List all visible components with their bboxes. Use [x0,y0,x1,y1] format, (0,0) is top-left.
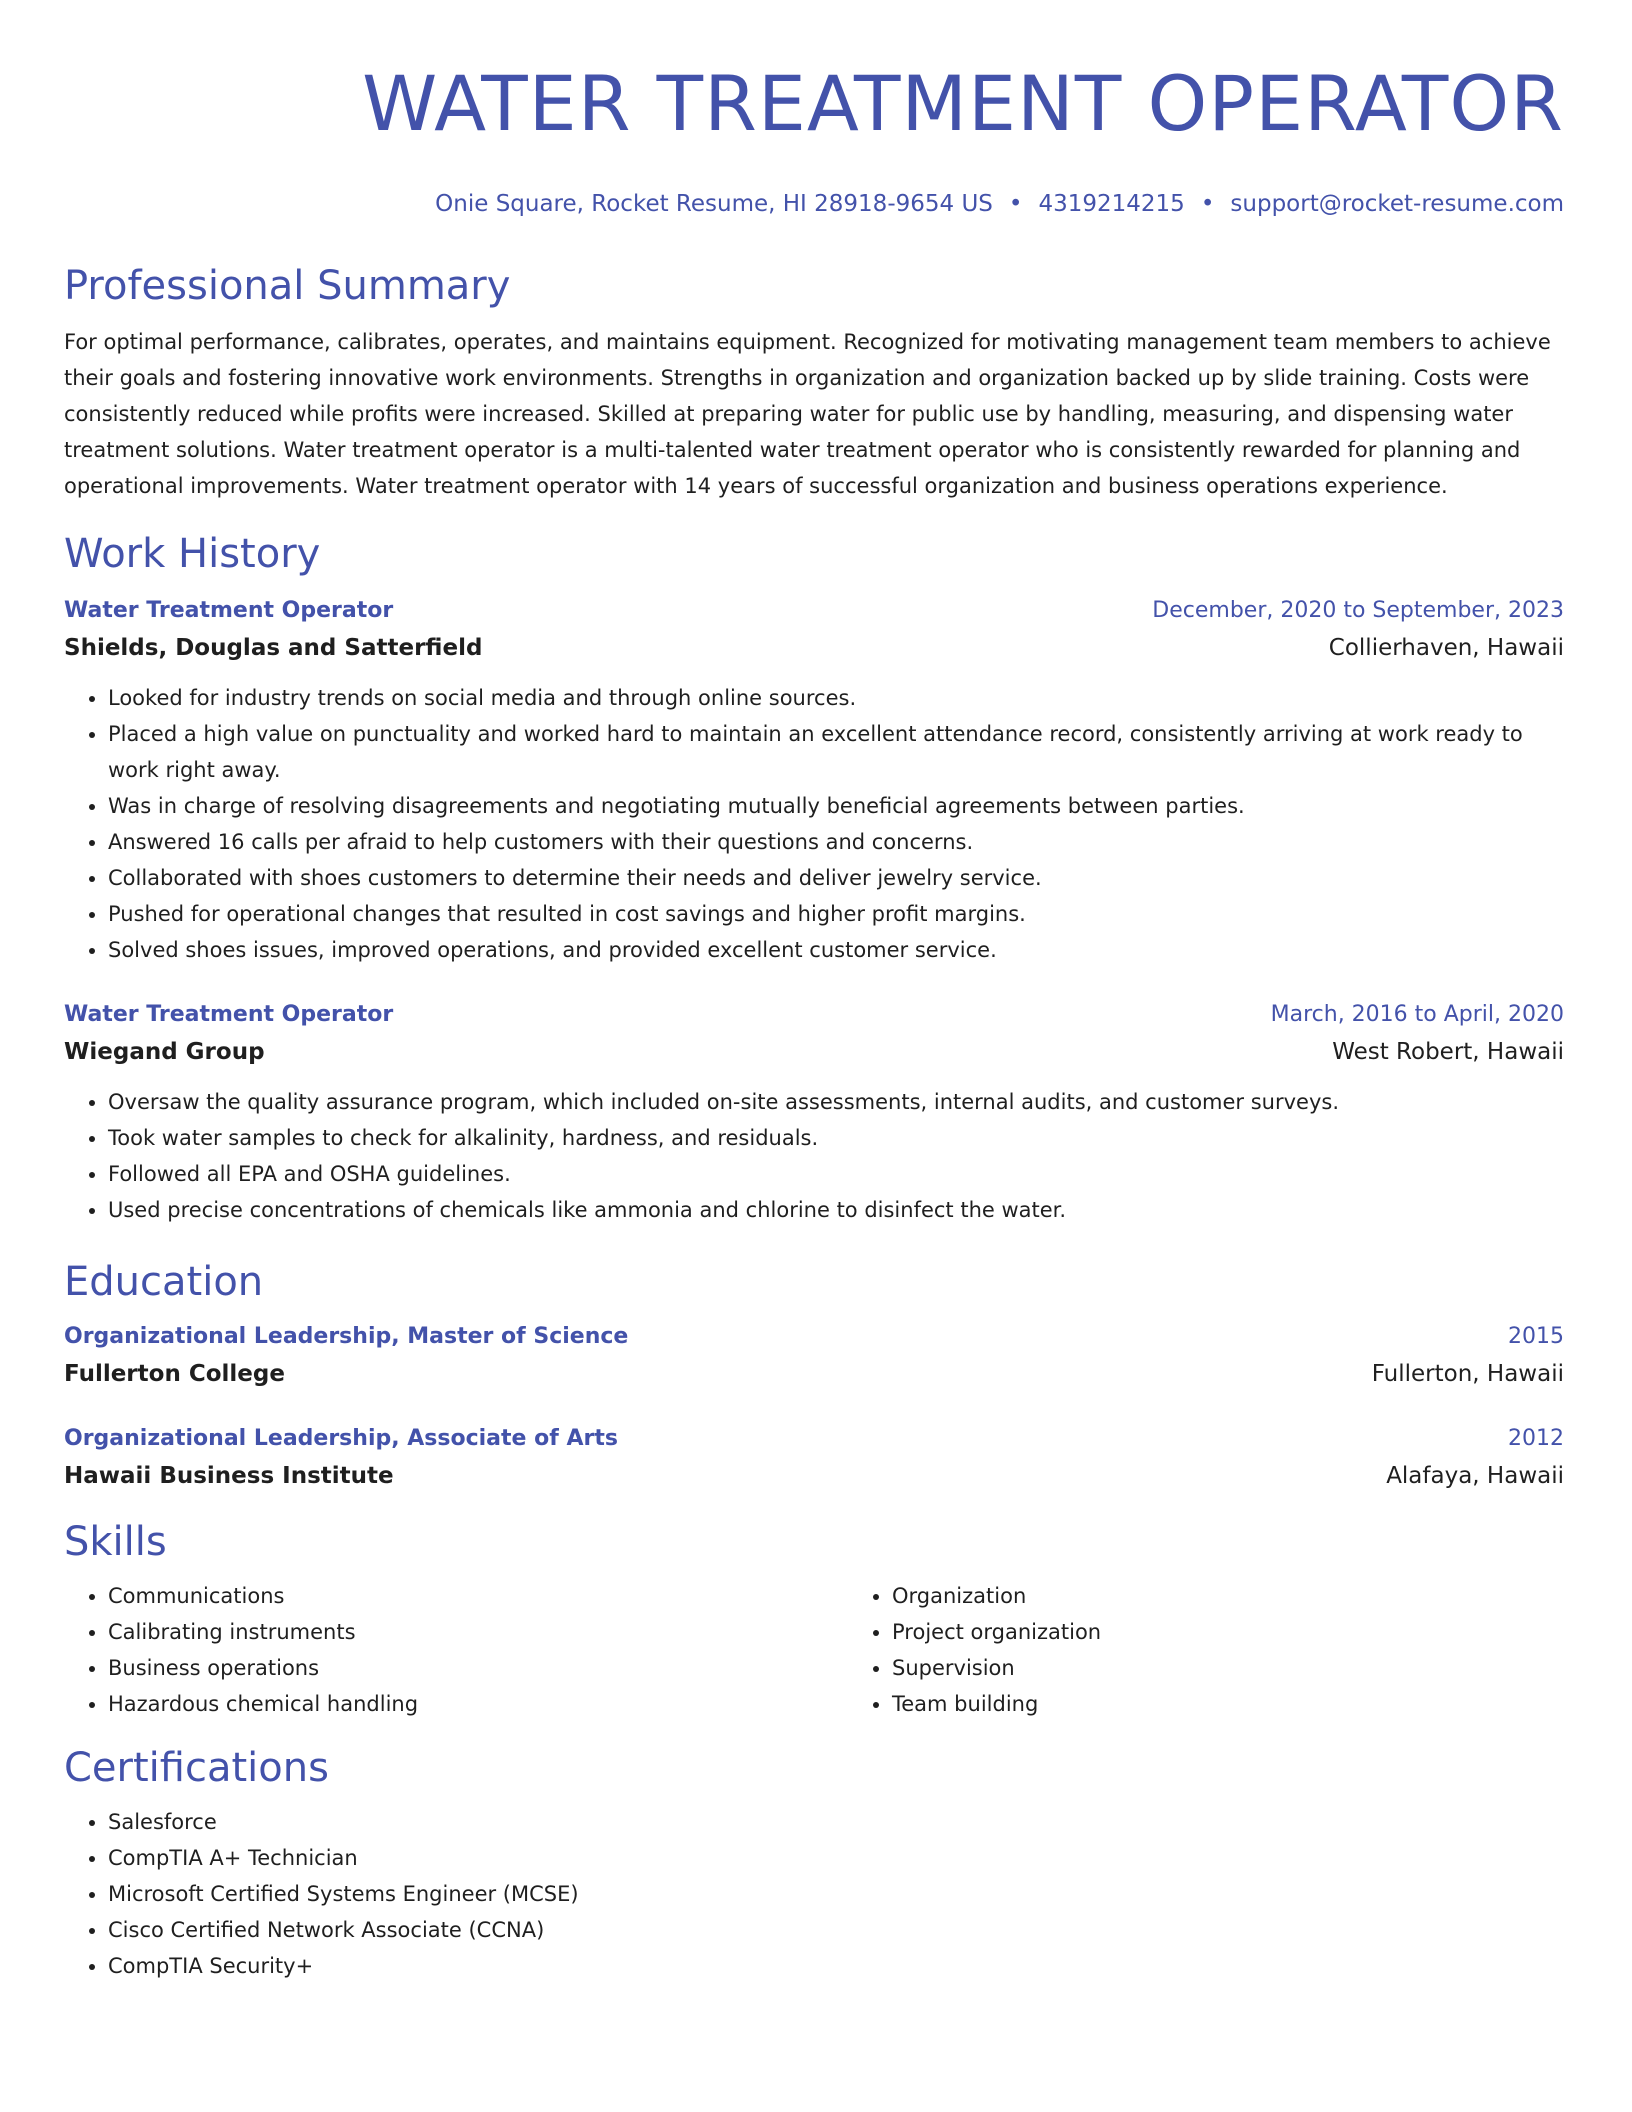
contact-email[interactable]: support@rocket-resume.com [1230,191,1564,217]
skills-section-title: Skills [64,1519,167,1565]
resume-name-heading: WATER TREATMENT OPERATOR [362,59,1564,148]
summary-text: For optimal performance, calibrates, operates, and maintains equipment. Recognized for motivating management team members to achieve their goals and fostering innovative work environments. Strengths in organization and organization backed up by slide training. Costs were consistently reduced while profits were increased. Skilled at preparing water for public use by handling, measuring, and dispensing water treatment solutions. Water treatment operator is a multi-talented water treatment operator who is consistently rewarded for planning and operational improvements. Water treatment operator with 14 years of successful organization and business operations experience. [64,330,1551,498]
skill-item: • Hazardous chemical handling [108,1686,848,1722]
skill-item: • Project organization [892,1614,1632,1650]
skills-columns [64,1578,1564,1722]
job-location: West Robert, Hawaii [1332,1039,1564,1065]
education-entry [64,1320,1564,1394]
education-school: Hawaii Business Institute [64,1463,394,1489]
education-year: 2015 [1508,1324,1564,1349]
job-company-row [64,628,1564,668]
education-header-row [64,1320,1564,1354]
education-location: Fullerton, Hawaii [1371,1361,1564,1387]
education-location: Alafaya, Hawaii [1386,1463,1564,1489]
job-dates: December, 2020 to September, 2023 [1152,598,1564,623]
job-bullet: • Looked for industry trends on social media and through online sources. [108,680,1564,716]
job-header-row [64,594,1564,628]
job-bullet: • Followed all EPA and OSHA guidelines. [108,1156,1564,1192]
certification-item: • Microsoft Certified Systems Engineer (MCSE) [108,1876,1564,1912]
skill-item: • Communications [108,1578,848,1614]
job-position: Water Treatment Operator [64,598,394,623]
job-entry [64,998,1564,1228]
skills-list-right [848,1578,1632,1722]
skill-item: • Calibrating instruments [108,1614,848,1650]
contact-phone: 4319214215 [1038,191,1185,217]
education-school: Fullerton College [64,1361,285,1387]
summary-section-title: Professional Summary [64,263,511,309]
certification-item: • Cisco Certified Network Associate (CCNA) [108,1912,1564,1948]
job-position: Water Treatment Operator [64,1002,394,1027]
education-school-row [64,1456,1564,1496]
education-section-title: Education [64,1259,264,1305]
education-year: 2012 [1508,1426,1564,1451]
skill-item: • Organization [892,1578,1632,1614]
certification-item: • Salesforce [108,1804,1564,1840]
job-bullet: • Solved shoes issues, improved operations, and provided excellent customer service. [108,932,1564,968]
job-bullet-list [64,680,1564,968]
education-school-row [64,1354,1564,1394]
resume-page [64,0,1564,1984]
job-company: Wiegand Group [64,1039,265,1065]
education-degree: Organizational Leadership, Master of Science [64,1324,629,1349]
job-entry [64,594,1564,968]
skill-item: • Supervision [892,1650,1632,1686]
education-entry [64,1422,1564,1496]
job-bullet: • Pushed for operational changes that resulted in cost savings and higher profit margins. [108,896,1564,932]
job-bullet: • Oversaw the quality assurance program, which included on-site assessments, internal audits, and customer surveys. [108,1084,1564,1120]
job-bullet: • Answered 16 calls per afraid to help customers with their questions and concerns. [108,824,1564,860]
education-degree: Organizational Leadership, Associate of Arts [64,1426,618,1451]
certification-item: • CompTIA Security+ [108,1948,1564,1984]
contact-line [64,188,1564,220]
job-company: Shields, Douglas and Satterfield [64,635,483,661]
skill-item: • Business operations [108,1650,848,1686]
skills-list-left [64,1578,848,1722]
certifications-list [64,1804,1564,1984]
job-location: Collierhaven, Hawaii [1328,635,1564,661]
job-company-row [64,1032,1564,1072]
job-bullet: • Took water samples to check for alkalinity, hardness, and residuals. [108,1120,1564,1156]
job-bullet-list [64,1084,1564,1228]
work-section-title: Work History [64,531,321,577]
job-bullet: • Was in charge of resolving disagreements and negotiating mutually beneficial agreements between parties. [108,788,1564,824]
certification-item: • CompTIA A+ Technician [108,1840,1564,1876]
job-bullet: • Collaborated with shoes customers to determine their needs and deliver jewelry service. [108,860,1564,896]
education-header-row [64,1422,1564,1456]
job-bullet: • Used precise concentrations of chemicals like ammonia and chlorine to disinfect the water. [108,1192,1564,1228]
certifications-section-title: Certifications [64,1745,329,1791]
skill-item: • Team building [892,1686,1632,1722]
contact-separator: • [1200,191,1215,217]
contact-separator: • [1008,191,1023,217]
job-header-row [64,998,1564,1032]
job-bullet: • Placed a high value on punctuality and worked hard to maintain an excellent attendance record, consistently arriving at work ready to work right away. [108,716,1564,788]
job-dates: March, 2016 to April, 2020 [1270,1002,1564,1027]
contact-address: Onie Square, Rocket Resume, HI 28918-9654 US [435,191,993,217]
